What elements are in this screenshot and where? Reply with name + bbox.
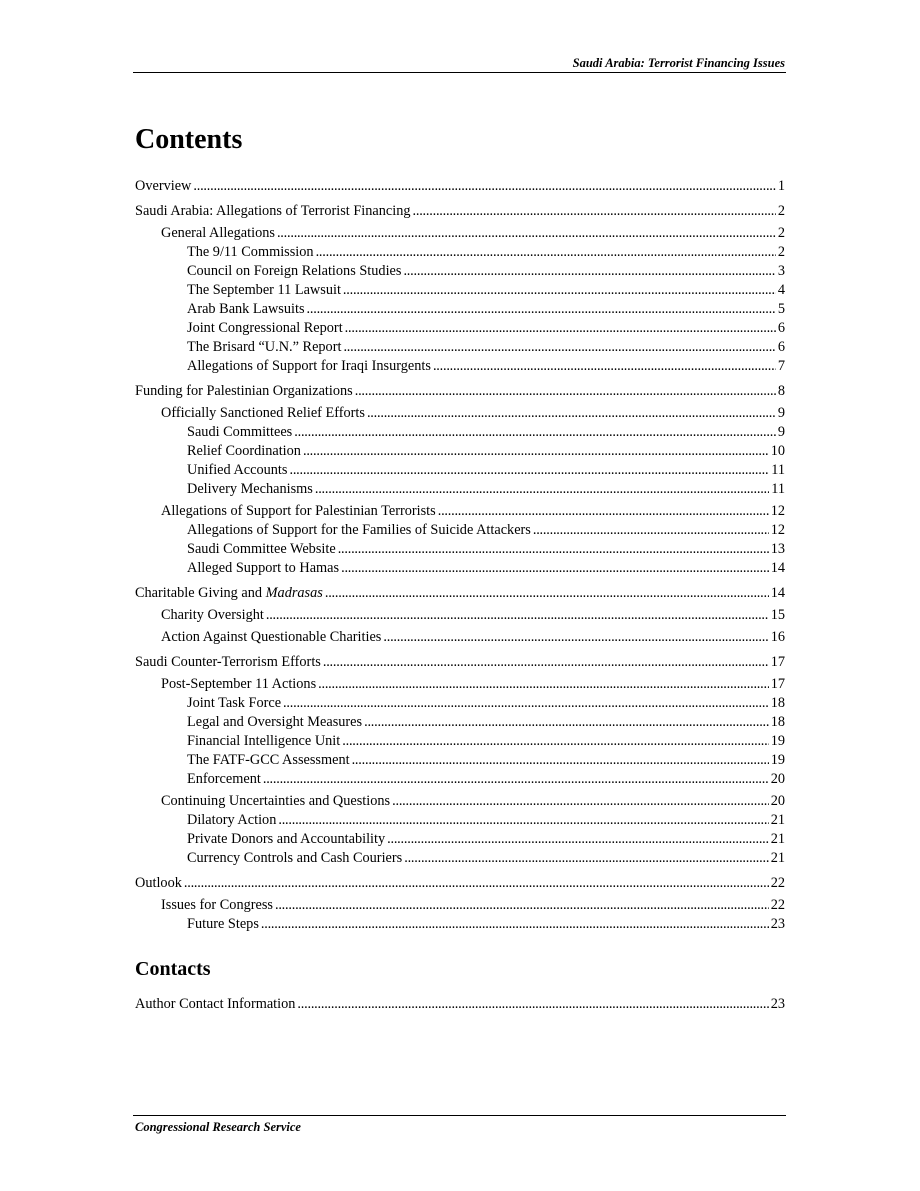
dot-leader (413, 202, 776, 221)
toc-entry[interactable] (135, 770, 785, 789)
toc-entry-page-number: 3 (777, 263, 785, 279)
dot-leader (383, 628, 768, 647)
dot-leader (355, 382, 776, 401)
toc-entry[interactable] (135, 874, 785, 893)
dot-leader (283, 694, 769, 713)
toc-entry-title: The September 11 Lawsuit (187, 282, 341, 298)
dot-leader (533, 521, 769, 540)
toc-entry-page-number: 22 (770, 875, 785, 891)
toc-entry-page-number: 23 (770, 916, 785, 932)
toc-entry-page-number: 9 (777, 424, 785, 440)
toc-entry[interactable] (135, 653, 785, 672)
toc-entry-page-number: 5 (777, 301, 785, 317)
toc-entry-title: Issues for Congress (161, 897, 273, 913)
toc-entry-title: Relief Coordination (187, 443, 301, 459)
toc-entry-page-number: 2 (777, 203, 785, 219)
toc-entry-title: Allegations of Support for Iraqi Insurgents (187, 358, 431, 374)
dot-leader (275, 896, 769, 915)
toc-entry-page-number: 2 (777, 244, 785, 260)
toc-entry-page-number: 6 (777, 339, 785, 355)
toc-entry-title: Council on Foreign Relations Studies (187, 263, 402, 279)
toc-entry[interactable] (135, 559, 785, 578)
toc-entry-page-number: 22 (770, 897, 785, 913)
toc-entry-title: Allegations of Support for the Families of Suicide Attackers (187, 522, 531, 538)
toc-entry-title: Joint Task Force (187, 695, 282, 711)
toc-entry-page-number: 14 (770, 560, 785, 576)
toc-entry[interactable] (135, 628, 785, 647)
toc-entry-page-number: 11 (771, 481, 785, 497)
dot-leader (318, 675, 769, 694)
toc-entry-title: Enforcement (187, 771, 261, 787)
toc-entry-page-number: 18 (770, 714, 785, 730)
toc-entry-page-number: 1 (777, 178, 785, 194)
toc-entry-page-number: 12 (770, 522, 785, 538)
toc-entry[interactable] (135, 177, 785, 196)
footer-organization: Congressional Research Service (135, 1120, 301, 1134)
toc-entry[interactable] (135, 694, 785, 713)
toc-entry[interactable] (135, 442, 785, 461)
toc-entry-title: Funding for Palestinian Organizations (135, 383, 353, 399)
toc-entry-page-number: 11 (771, 462, 785, 478)
contacts-heading: Contacts (135, 958, 211, 980)
toc-entry[interactable] (135, 382, 785, 401)
dot-leader (345, 319, 776, 338)
dot-leader (438, 502, 769, 521)
toc-entry[interactable] (135, 243, 785, 262)
toc-entry-title: The Brisard “U.N.” Report (187, 339, 342, 355)
header-divider (133, 72, 786, 73)
dot-leader (294, 423, 776, 442)
dot-leader (278, 811, 768, 830)
toc-entry-title: Currency Controls and Cash Couriers (187, 850, 403, 866)
dot-leader (367, 404, 776, 423)
toc-entry-title: General Allegations (161, 225, 275, 241)
toc-entry-title: Saudi Arabia: Allegations of Terrorist Financing (135, 203, 411, 219)
toc-entry[interactable] (135, 480, 785, 499)
dot-leader (266, 606, 769, 625)
toc-entry-title: Continuing Uncertainties and Questions (161, 793, 391, 809)
toc-entry-page-number: 13 (770, 541, 785, 557)
dot-leader (323, 653, 769, 672)
toc-entry-page-number: 21 (770, 850, 785, 866)
dot-leader (184, 874, 769, 893)
dot-leader (352, 751, 769, 770)
dot-leader (341, 559, 769, 578)
toc-entry-page-number: 14 (770, 585, 785, 601)
toc-entry-title: Saudi Committees (187, 424, 293, 440)
contents-heading: Contents (135, 124, 243, 155)
toc-entry-title: Private Donors and Accountability (187, 831, 386, 847)
dot-leader (343, 338, 775, 357)
toc-entry-title: Action Against Questionable Charities (161, 629, 382, 645)
toc-entry-page-number: 21 (770, 831, 785, 847)
dot-leader (303, 442, 769, 461)
dot-leader (392, 792, 769, 811)
toc-entry[interactable] (135, 751, 785, 770)
toc-entry[interactable] (135, 202, 785, 221)
toc-entry[interactable] (135, 281, 785, 300)
toc-entry[interactable] (135, 792, 785, 811)
toc-entry-title: Financial Intelligence Unit (187, 733, 341, 749)
toc-entry-page-number: 2 (777, 225, 785, 241)
toc-entry[interactable] (135, 995, 785, 1014)
toc-entry[interactable] (135, 262, 785, 281)
toc-entry[interactable] (135, 732, 785, 751)
dot-leader (263, 770, 769, 789)
dot-leader (307, 300, 776, 319)
footer-divider (133, 1115, 786, 1116)
toc-entry[interactable] (135, 338, 785, 357)
toc-entry-page-number: 23 (770, 996, 785, 1012)
toc-entry[interactable] (135, 584, 785, 603)
toc-entry-title: Legal and Oversight Measures (187, 714, 363, 730)
contacts-list (135, 995, 785, 1014)
toc-entry-title: Saudi Committee Website (187, 541, 336, 557)
dot-leader (364, 713, 769, 732)
toc-entry-title: Saudi Counter-Terrorism Efforts (135, 654, 321, 670)
dot-leader (277, 224, 776, 243)
dot-leader (316, 243, 776, 262)
toc-entry[interactable] (135, 502, 785, 521)
toc-entry-page-number: 19 (770, 752, 785, 768)
toc-entry-title: Post-September 11 Actions (161, 676, 317, 692)
toc-entry-page-number: 12 (770, 503, 785, 519)
dot-leader (325, 584, 769, 603)
toc-entry[interactable] (135, 357, 785, 376)
toc-entry-page-number: 17 (770, 654, 785, 670)
dot-leader (338, 540, 769, 559)
toc-entry[interactable] (135, 849, 785, 868)
dot-leader (342, 732, 768, 751)
toc-entry-title: Joint Congressional Report (187, 320, 343, 336)
dot-leader (261, 915, 769, 934)
toc-entry-title: Arab Bank Lawsuits (187, 301, 305, 317)
toc-entry-title: Charitable Giving and Madrasas (135, 585, 323, 601)
toc-entry-title: Allegations of Support for Palestinian Terrorists (161, 503, 436, 519)
toc-entry-page-number: 8 (777, 383, 785, 399)
toc-entry-page-number: 19 (770, 733, 785, 749)
toc-entry-title: The FATF-GCC Assessment (187, 752, 350, 768)
dot-leader (289, 461, 769, 480)
toc-entry[interactable] (135, 300, 785, 319)
toc-entry-page-number: 20 (770, 793, 785, 809)
toc-entry[interactable] (135, 915, 785, 934)
toc-entry-page-number: 21 (770, 812, 785, 828)
toc-entry[interactable] (135, 319, 785, 338)
toc-entry[interactable] (135, 811, 785, 830)
toc-entry[interactable] (135, 461, 785, 480)
dot-leader (315, 480, 769, 499)
toc-entry-page-number: 10 (770, 443, 785, 459)
toc-entry[interactable] (135, 896, 785, 915)
toc-entry[interactable] (135, 675, 785, 694)
toc-entry-title: Future Steps (187, 916, 259, 932)
toc-entry[interactable] (135, 540, 785, 559)
dot-leader (343, 281, 776, 300)
toc-entry-title: Delivery Mechanisms (187, 481, 313, 497)
dot-leader (193, 177, 775, 196)
toc-entry-title: Outlook (135, 875, 182, 891)
toc-entry-title: Alleged Support to Hamas (187, 560, 340, 576)
toc-entry-title: Officially Sanctioned Relief Efforts (161, 405, 365, 421)
dot-leader (433, 357, 776, 376)
toc-entry-page-number: 4 (777, 282, 785, 298)
table-of-contents (135, 177, 785, 934)
dot-leader (387, 830, 769, 849)
toc-entry-title: Dilatory Action (187, 812, 277, 828)
running-header-title: Saudi Arabia: Terrorist Financing Issues (572, 56, 785, 70)
toc-entry-title: The 9/11 Commission (187, 244, 314, 260)
toc-entry[interactable] (135, 404, 785, 423)
toc-entry-page-number: 16 (770, 629, 785, 645)
dot-leader (403, 262, 775, 281)
toc-entry[interactable] (135, 606, 785, 625)
toc-entry-page-number: 17 (770, 676, 785, 692)
toc-entry-page-number: 6 (777, 320, 785, 336)
toc-entry-title: Overview (135, 178, 192, 194)
toc-entry-page-number: 20 (770, 771, 785, 787)
toc-entry[interactable] (135, 521, 785, 540)
dot-leader (297, 995, 768, 1014)
toc-entry[interactable] (135, 713, 785, 732)
toc-entry-title: Charity Oversight (161, 607, 264, 623)
toc-entry-page-number: 15 (770, 607, 785, 623)
toc-entry-title: Author Contact Information (135, 996, 296, 1012)
dot-leader (404, 849, 768, 868)
toc-entry-page-number: 7 (777, 358, 785, 374)
toc-entry-page-number: 9 (777, 405, 785, 421)
toc-entry-page-number: 18 (770, 695, 785, 711)
toc-entry[interactable] (135, 830, 785, 849)
toc-entry[interactable] (135, 423, 785, 442)
toc-entry[interactable] (135, 224, 785, 243)
toc-entry-title: Unified Accounts (187, 462, 288, 478)
